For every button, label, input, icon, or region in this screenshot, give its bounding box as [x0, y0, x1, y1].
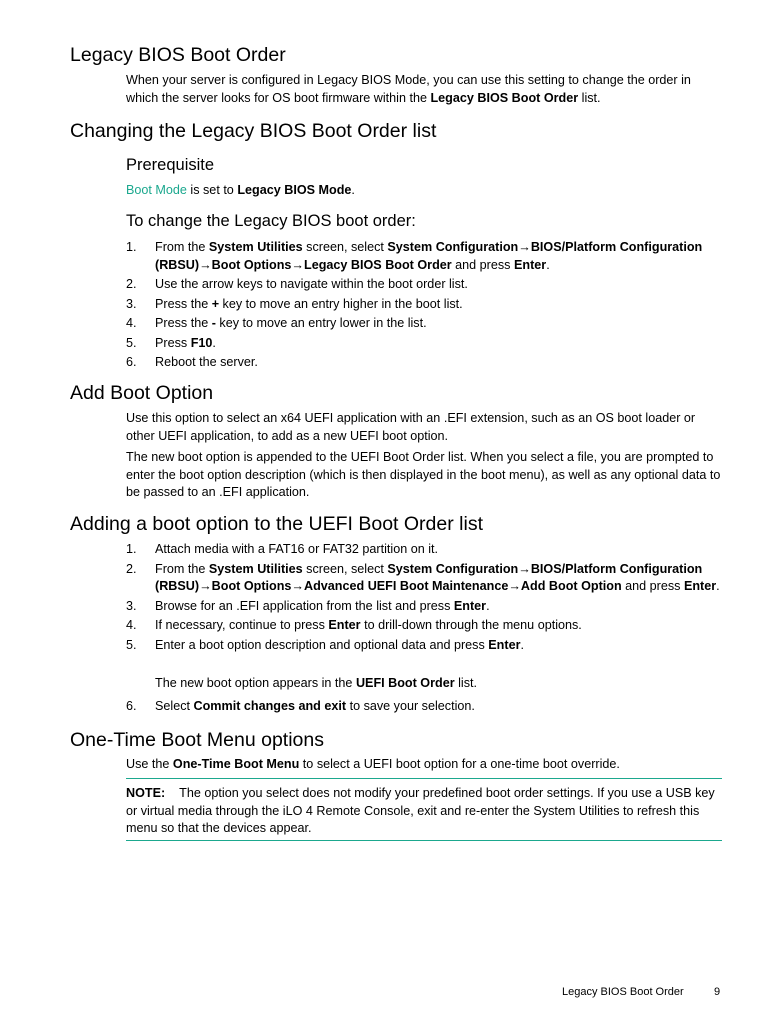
text-run: Select — [155, 699, 194, 713]
text-run: . — [546, 257, 550, 272]
text-run: to select a UEFI boot option for a one-time boot override. — [299, 757, 620, 771]
list-item-number: 3. — [126, 598, 137, 613]
legacy-boot-steps-list — [126, 239, 726, 374]
heading-legacy-bios-boot-order: Legacy BIOS Boot Order — [70, 44, 286, 66]
list-item-number: 1. — [126, 240, 137, 254]
bold-term: UEFI Boot Order — [355, 676, 455, 690]
footer-section-title: Legacy BIOS Boot Order — [562, 986, 684, 998]
bold-term: System Configuration→BIOS/Platform Configuration (RBSU)→Boot Options→Legacy BIOS Boot Order — [155, 240, 703, 272]
list-item-number: 6. — [126, 699, 137, 713]
list-item — [126, 698, 726, 716]
text-run: When your server is configured in Legacy BIOS Mode, you can use this setting to change the order in which the server looks for OS boot firmware within the — [126, 73, 691, 105]
list-item — [126, 617, 726, 635]
text-run: Attach media with a FAT16 or FAT32 partition on it. — [155, 542, 439, 556]
heading-one-time-boot-menu: One-Time Boot Menu options — [70, 729, 324, 751]
bold-term: System Configuration→BIOS/Platform Configuration (RBSU)→Boot Options→Advanced UEFI Boot Maintenance→Add Boot Option — [155, 561, 703, 593]
text-run: Press the — [155, 296, 212, 311]
text-run: key to move an entry lower in the list. — [215, 316, 427, 330]
text-run: Use the — [126, 757, 173, 771]
text-run: Browse for an .EFI application from the list and press — [155, 598, 454, 613]
text-run: and press — [451, 257, 514, 272]
text-run: . — [351, 183, 355, 197]
text-run: From the — [155, 561, 209, 576]
bold-term: Commit changes and exit — [193, 699, 347, 713]
bold-term: Enter — [453, 598, 487, 613]
bold-term: NOTE: — [126, 786, 166, 800]
list-item — [126, 276, 726, 294]
text-run: Press — [155, 335, 191, 350]
text-run: Use the arrow keys to navigate within the boot order list. — [155, 277, 468, 291]
list-item-number: 3. — [126, 296, 137, 311]
bold-term: - — [211, 316, 216, 330]
add-boot-option-para-2 — [126, 449, 726, 502]
bold-term: F10 — [190, 335, 213, 350]
uefi-boot-step-6 — [126, 698, 726, 718]
add-boot-option-para-1 — [126, 410, 726, 445]
list-item — [126, 354, 726, 372]
one-time-boot-intro — [126, 756, 726, 774]
text-run: . — [486, 598, 490, 613]
text-run: From the — [155, 240, 209, 254]
list-item — [126, 598, 726, 616]
list-item-number: 2. — [126, 277, 137, 291]
uefi-boot-steps-list — [126, 541, 726, 656]
text-run: The new boot option appears in the — [155, 676, 356, 690]
text-run: Press the — [155, 316, 212, 330]
list-item — [126, 541, 726, 559]
text-run: The option you select does not modify your predefined boot order settings. If you use a USB key or virtual media through the iLO 4 Remote Console, exit and re-enter the System Utilities to refresh this menu so that the devices appear. — [126, 786, 715, 835]
heading-prerequisite: Prerequisite — [126, 156, 215, 174]
text-run: . — [212, 335, 216, 350]
list-item — [126, 335, 726, 353]
list-item — [126, 561, 726, 596]
text-run: If necessary, continue to press — [155, 618, 329, 632]
list-item-number: 2. — [126, 561, 137, 576]
note-top-rule — [126, 778, 722, 779]
heading-changing-legacy-boot-order: Changing the Legacy BIOS Boot Order list — [70, 120, 437, 142]
list-item-number: 5. — [126, 637, 137, 652]
bold-term: Enter — [488, 637, 521, 652]
bold-term: Enter — [513, 257, 547, 272]
text-run: Use this option to select an x64 UEFI application with an .EFI extension, such as an OS boot loader or other UEFI application, to add as a new UEFI boot option. — [126, 411, 696, 443]
footer-page-number: 9 — [714, 986, 721, 998]
bold-term: System Utilities — [208, 561, 303, 576]
text-run: to drill-down through the menu options. — [360, 618, 582, 632]
heading-to-change-legacy-boot-order: To change the Legacy BIOS boot order: — [126, 212, 416, 230]
boot-mode-link[interactable]: Boot Mode — [126, 183, 187, 197]
heading-add-boot-option: Add Boot Option — [70, 382, 214, 404]
text-run: screen, select — [302, 561, 388, 576]
text-run: list. — [454, 676, 477, 690]
text-run: . — [520, 637, 524, 652]
bold-term: + — [211, 296, 220, 311]
prerequisite-text — [126, 182, 726, 200]
bold-term: Enter — [683, 579, 717, 593]
list-item-number: 6. — [126, 355, 137, 369]
bold-term: Legacy BIOS Boot Order — [430, 90, 579, 105]
note-text — [126, 785, 724, 838]
note-bottom-rule — [126, 840, 722, 841]
heading-adding-boot-option-uefi: Adding a boot option to the UEFI Boot Order list — [70, 513, 483, 535]
list-item — [126, 637, 726, 655]
list-item-number: 5. — [126, 335, 137, 350]
text-run: to save your selection. — [346, 699, 475, 713]
uefi-step5-note — [155, 675, 725, 693]
bold-term: Legacy BIOS Mode — [237, 183, 352, 197]
list-item-number: 4. — [126, 316, 137, 330]
bold-term: One-Time Boot Menu — [172, 757, 300, 771]
list-item — [126, 239, 726, 274]
text-run: Enter a boot option description and optional data and press — [155, 637, 489, 652]
text-run: The new boot option is appended to the UEFI Boot Order list. When you select a file, you are prompted to enter the boot option description (which is then displayed in the boot menu), as well as any optional data to be passed to an .EFI application. — [126, 450, 721, 499]
list-item-number: 1. — [126, 542, 137, 556]
legacy-bios-intro — [126, 72, 726, 107]
list-item — [126, 296, 726, 314]
text-run: . — [716, 579, 720, 593]
bold-term: Enter — [328, 618, 361, 632]
list-item-number: 4. — [126, 618, 137, 632]
text-run: and press — [621, 579, 684, 593]
text-run: list. — [578, 90, 601, 105]
text-run: Reboot the server. — [155, 355, 258, 369]
list-item — [126, 315, 726, 333]
bold-term: System Utilities — [208, 240, 303, 254]
text-run: key to move an entry higher in the boot list. — [219, 296, 463, 311]
text-run: is set to — [186, 183, 238, 197]
text-run: screen, select — [302, 240, 388, 254]
